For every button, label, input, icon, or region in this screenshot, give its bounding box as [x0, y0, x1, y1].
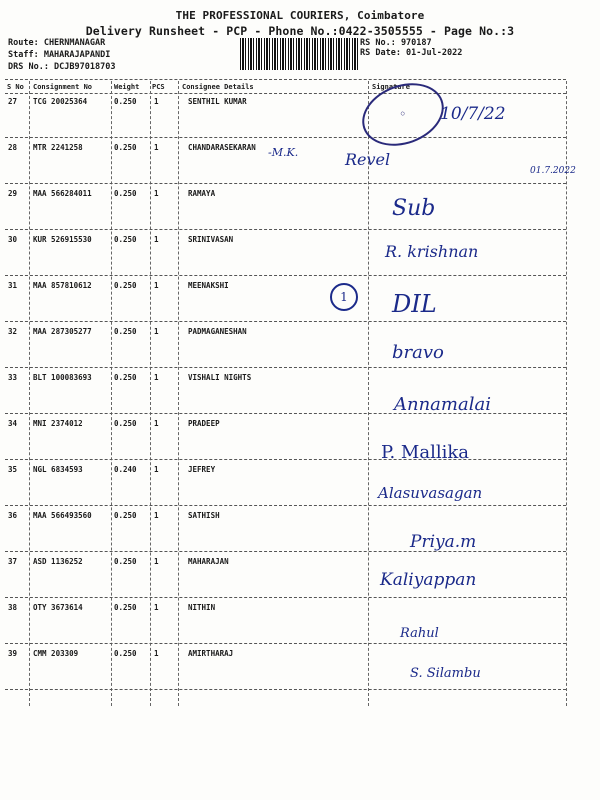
row-separator — [5, 367, 566, 368]
row-consignment-no: NGL 6834593 — [33, 465, 83, 474]
row-consignment-no: KUR 526915530 — [33, 235, 92, 244]
row-consignment-no: MTR 2241258 — [33, 143, 83, 152]
row-weight: 0.250 — [114, 603, 137, 612]
signature-34: P. Mallika — [381, 442, 469, 463]
row-pcs: 1 — [154, 465, 159, 474]
row-separator — [5, 689, 566, 690]
signature-33: Annamalai — [394, 394, 491, 415]
row-consignment-no: MAA 287305277 — [33, 327, 92, 336]
row-pcs: 1 — [154, 557, 159, 566]
signature-39: S. Silambu — [410, 666, 481, 681]
col-header-consignment: Consignment No — [33, 83, 93, 91]
row-weight: 0.250 — [114, 97, 137, 106]
row-pcs: 1 — [154, 649, 159, 658]
row-consignee-name: MAHARAJAN — [188, 557, 229, 566]
col-header-signature: Signature — [372, 83, 410, 91]
signature-date-28: 01.7.2022 — [530, 166, 576, 176]
row-weight: 0.250 — [114, 143, 137, 152]
row-consignee-name: MEENAKSHI — [188, 281, 229, 290]
row-pcs: 1 — [154, 281, 159, 290]
row-consignee-name: PRADEEP — [188, 419, 220, 428]
signature-32: bravo — [392, 342, 444, 363]
row-separator — [5, 597, 566, 598]
route-label: Route: CHERNMANAGAR — [8, 38, 106, 48]
row-consignment-no: MAA 566493560 — [33, 511, 92, 520]
company-title: THE PROFESSIONAL COURIERS, Coimbatore — [175, 9, 425, 22]
table-header-rule — [5, 93, 566, 94]
row-separator — [5, 183, 566, 184]
row-separator — [5, 643, 566, 644]
row-consignee-name: VISHALI NIGHTS — [188, 373, 252, 382]
circled-mark-31: 1 — [330, 283, 358, 311]
signature-36: Priya.m — [410, 532, 477, 552]
row-weight: 0.240 — [114, 465, 137, 474]
row-consignment-no: CMM 203309 — [33, 649, 79, 658]
row-consignment-no: MNI 2374012 — [33, 419, 83, 428]
row-pcs: 1 — [154, 419, 159, 428]
row-sno: 32 — [8, 327, 18, 336]
row-consignment-no: MAA 566284011 — [33, 189, 92, 198]
row-pcs: 1 — [154, 235, 159, 244]
row-sno: 30 — [8, 235, 18, 244]
row-consignee-name: SATHISH — [188, 511, 220, 520]
row-consignee-name: AMIRTHARAJ — [188, 649, 234, 658]
row-consignee-name: CHANDARASEKARAN — [188, 143, 256, 152]
row-consignee-name: PADMAGANESHAN — [188, 327, 247, 336]
row-weight: 0.250 — [114, 189, 137, 198]
row-consignee-name: JEFREY — [188, 465, 216, 474]
row-consignment-no: BLT 100083693 — [33, 373, 92, 382]
row-sno: 28 — [8, 143, 18, 152]
row-separator — [5, 321, 566, 322]
signature-35: Alasuvasagan — [378, 484, 483, 502]
row-pcs: 1 — [154, 511, 159, 520]
row-separator — [5, 551, 566, 552]
signature-28: Revel — [345, 150, 391, 169]
row-weight: 0.250 — [114, 281, 137, 290]
rs-number: RS No.: 970187 — [360, 38, 432, 48]
delivery-stamp: ◯ — [353, 72, 452, 156]
col-header-weight: Weight — [114, 83, 140, 91]
row-consignment-no: TCG 20025364 — [33, 97, 88, 106]
drs-number: DRS No.: DCJB97018703 — [8, 62, 116, 72]
row-pcs: 1 — [154, 603, 159, 612]
table-top-rule — [5, 79, 566, 80]
signature-37: Kaliyappan — [380, 570, 477, 590]
row-consignee-name: SENTHIL KUMAR — [188, 97, 247, 106]
row-weight: 0.250 — [114, 327, 137, 336]
row-weight: 0.250 — [114, 373, 137, 382]
row-sno: 34 — [8, 419, 18, 428]
signature-31: DIL — [392, 290, 437, 318]
handwritten-note-28: -M.K. — [268, 146, 299, 159]
rs-date: RS Date: 01-Jul-2022 — [360, 48, 463, 58]
row-pcs: 1 — [154, 97, 159, 106]
row-sno: 35 — [8, 465, 18, 474]
row-pcs: 1 — [154, 373, 159, 382]
row-consignment-no: MAA 857810612 — [33, 281, 92, 290]
row-sno: 39 — [8, 649, 18, 658]
row-consignee-name: SRINIVASAN — [188, 235, 234, 244]
row-sno: 29 — [8, 189, 18, 198]
row-separator — [5, 275, 566, 276]
row-weight: 0.250 — [114, 419, 137, 428]
col-header-sno: S No — [7, 83, 24, 91]
row-weight: 0.250 — [114, 511, 137, 520]
signature-29: Sub — [392, 196, 436, 221]
row-sno: 33 — [8, 373, 18, 382]
row-pcs: 1 — [154, 189, 159, 198]
row-pcs: 1 — [154, 143, 159, 152]
col-header-consignee: Consignee Details — [182, 83, 254, 91]
row-sno: 36 — [8, 511, 18, 520]
row-sno: 38 — [8, 603, 18, 612]
row-separator — [5, 229, 566, 230]
row-sno: 37 — [8, 557, 18, 566]
row-pcs: 1 — [154, 327, 159, 336]
row-consignment-no: ASD 1136252 — [33, 557, 83, 566]
signature-30: R. krishnan — [385, 242, 479, 261]
signature-27: 10/7/22 — [440, 104, 506, 124]
signature-38: Rahul — [400, 626, 439, 641]
row-separator — [5, 505, 566, 506]
row-consignee-name: NITHIN — [188, 603, 216, 612]
staff-label: Staff: MAHARAJAPANDI — [8, 50, 111, 60]
row-weight: 0.250 — [114, 649, 137, 658]
row-separator — [5, 459, 566, 460]
barcode-image — [240, 38, 358, 70]
row-weight: 0.250 — [114, 235, 137, 244]
row-separator — [5, 137, 566, 138]
row-sno: 27 — [8, 97, 18, 106]
row-sno: 31 — [8, 281, 18, 290]
row-consignee-name: RAMAYA — [188, 189, 216, 198]
row-weight: 0.250 — [114, 557, 137, 566]
runsheet-title: Delivery Runsheet - PCP - Phone No.:0422-3505555 - Page No.:3 — [85, 24, 515, 38]
row-consignment-no: OTY 3673614 — [33, 603, 83, 612]
col-header-pcs: PCS — [152, 83, 165, 91]
